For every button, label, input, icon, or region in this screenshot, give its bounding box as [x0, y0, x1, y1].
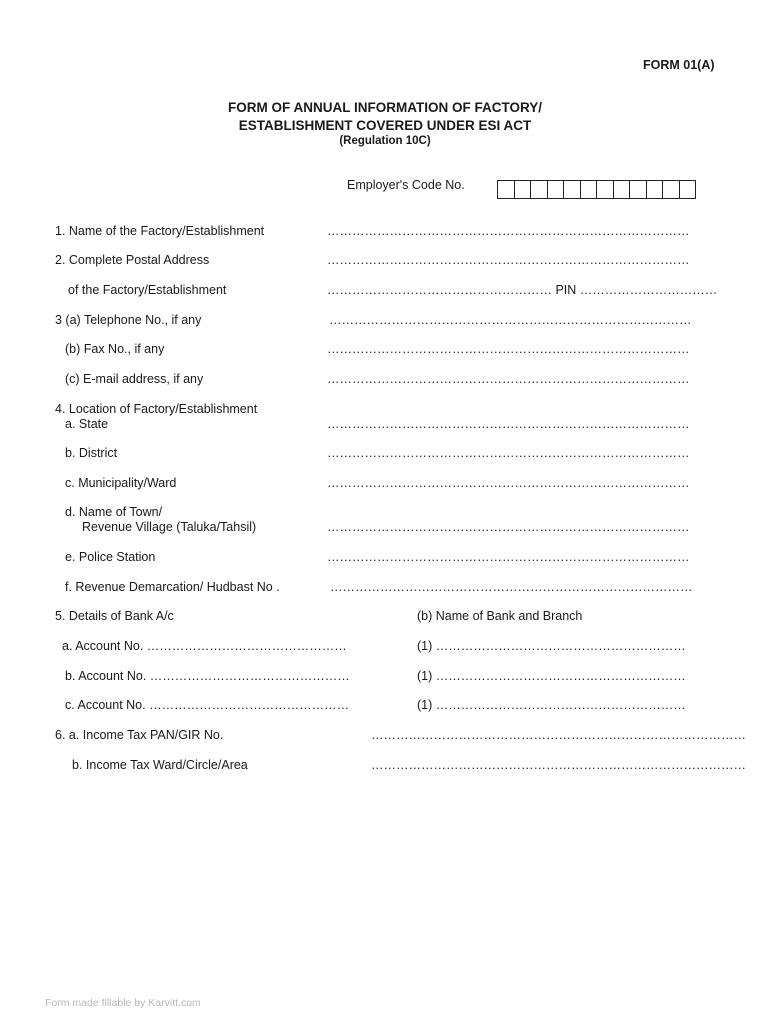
form-title-line1: FORM OF ANNUAL INFORMATION OF FACTORY/ [228, 100, 542, 115]
police-station-field[interactable]: …………………………………………………………………………… [327, 550, 690, 564]
form-number: FORM 01(A) [643, 58, 715, 72]
employer-code-digit-box[interactable] [497, 180, 515, 199]
municipality-field[interactable]: …………………………………………………………………………… [327, 476, 690, 490]
employer-code-digit-box[interactable] [563, 180, 581, 199]
footer-credit: Form made fillable by Karvitt.com [45, 997, 201, 1009]
state-field[interactable]: …………………………………………………………………………… [327, 417, 690, 431]
account-no-b-field[interactable]: b. Account No. ………………………………………… [65, 669, 350, 683]
bank-branch-1-field[interactable]: (1) …………………………………………………… [417, 639, 686, 653]
employer-code-digit-box[interactable] [530, 180, 548, 199]
pan-field[interactable]: ……………………………………………………………………………… [371, 728, 746, 742]
police-station-label: e. Police Station [65, 550, 156, 564]
factory-name-field[interactable]: …………………………………………………………………………… [327, 224, 690, 238]
bank-branch-2-field[interactable]: (1) …………………………………………………… [417, 669, 686, 683]
hudbast-label: f. Revenue Demarcation/ Hudbast No . [65, 580, 280, 594]
employer-code-digit-box[interactable] [596, 180, 614, 199]
employer-code-digit-box[interactable] [646, 180, 664, 199]
telephone-field[interactable]: …………………………………………………………………………… [329, 313, 692, 327]
municipality-label: c. Municipality/Ward [65, 476, 177, 490]
telephone-label: 3 (a) Telephone No., if any [55, 313, 202, 327]
email-label: (c) E-mail address, if any [65, 372, 204, 386]
tax-ward-field[interactable]: ……………………………………………………………………………… [371, 758, 746, 772]
employer-code-label: Employer's Code No. [347, 178, 465, 192]
bank-branch-3-field[interactable]: (1) …………………………………………………… [417, 698, 686, 712]
bank-branch-label: (b) Name of Bank and Branch [417, 609, 583, 623]
postal-address-label-cont: of the Factory/Establishment [68, 283, 227, 297]
postal-address-pin-field[interactable]: ……………………………………………… PIN …………………………… [327, 283, 718, 297]
employer-code-digit-box[interactable] [547, 180, 565, 199]
email-field[interactable]: …………………………………………………………………………… [327, 372, 690, 386]
employer-code-digit-box[interactable] [514, 180, 532, 199]
town-label: d. Name of Town/ [65, 505, 163, 519]
employer-code-digit-box[interactable] [580, 180, 598, 199]
fax-field[interactable]: …………………………………………………………………………… [327, 342, 690, 356]
hudbast-field[interactable]: …………………………………………………………………………… [330, 580, 693, 594]
account-no-c-field[interactable]: c. Account No. ………………………………………… [65, 698, 350, 712]
district-label: b. District [65, 446, 118, 460]
postal-address-label: 2. Complete Postal Address [55, 253, 210, 267]
form-title-line2: ESTABLISHMENT COVERED UNDER ESI ACT [238, 118, 532, 133]
location-label: 4. Location of Factory/Establishment [55, 402, 258, 416]
state-label: a. State [65, 417, 109, 431]
town-field[interactable]: …………………………………………………………………………… [327, 520, 690, 534]
revenue-village-label: Revenue Village (Taluka/Tahsil) [82, 520, 257, 534]
employer-code-boxes[interactable] [497, 180, 695, 199]
pan-label: 6. a. Income Tax PAN/GIR No. [55, 728, 224, 742]
fax-label: (b) Fax No., if any [65, 342, 165, 356]
bank-details-label: 5. Details of Bank A/c [55, 609, 174, 623]
postal-address-field[interactable]: …………………………………………………………………………… [327, 253, 690, 267]
employer-code-digit-box[interactable] [613, 180, 631, 199]
employer-code-digit-box[interactable] [662, 180, 680, 199]
regulation-reference: (Regulation 10C) [339, 135, 431, 147]
district-field[interactable]: …………………………………………………………………………… [327, 446, 690, 460]
factory-name-label: 1. Name of the Factory/Establishment [55, 224, 265, 238]
tax-ward-label: b. Income Tax Ward/Circle/Area [72, 758, 248, 772]
employer-code-digit-box[interactable] [679, 180, 697, 199]
employer-code-digit-box[interactable] [629, 180, 647, 199]
account-no-a-field[interactable]: a. Account No. ………………………………………… [62, 639, 347, 653]
